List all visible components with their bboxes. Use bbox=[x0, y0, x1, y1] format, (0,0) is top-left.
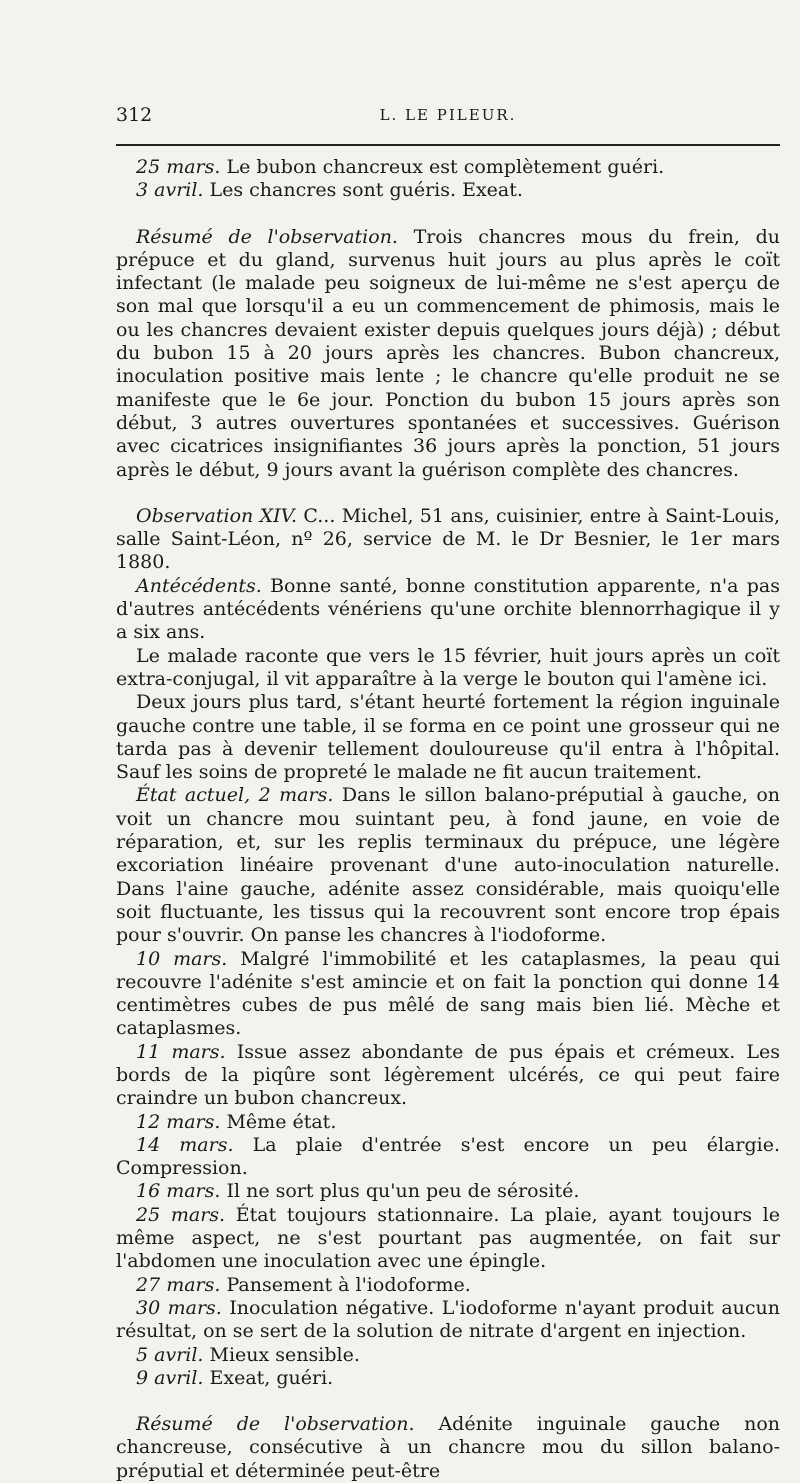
paragraph bbox=[116, 1413, 780, 1483]
paragraph bbox=[116, 645, 780, 692]
paragraph bbox=[116, 948, 780, 1041]
paragraph-text: Pansement à l'iodoforme. bbox=[220, 1273, 471, 1296]
paragraph-text: Il ne sort plus qu'un peu de sérosité. bbox=[220, 1180, 580, 1203]
paragraph-text: État toujours stationnaire. La plaie, ayant toujours le même aspect, ne s'est pourtant pas augmentée, on fait sur l'abdomen une inoculation avec une épingle. bbox=[116, 1203, 780, 1273]
paragraph-text: Inoculation négative. L'iodoforme n'ayant produit aucun résultat, on se sert de la solution de nitrate d'argent en injection. bbox=[116, 1296, 780, 1343]
paragraph-label: 16 mars. bbox=[136, 1180, 221, 1203]
paragraph bbox=[116, 226, 780, 482]
paragraph bbox=[116, 505, 780, 575]
header-rule bbox=[116, 144, 780, 146]
paragraph-label: État actuel, 2 mars. bbox=[136, 784, 334, 807]
paragraph-text: Trois chancres mous du frein, du prépuce et du gland, survenus huit jours au plus après le coït infectant (le malade peu soigneux de lui-même ne s'est aperçu de son mal que lorsqu'il a eu un commencement de phimosis, mais le ou les chancres devaient exister depuis quelques jours déjà) ; début du bubon 15 à 20 jours après les chancres. Bubon chancreux, inoculation positive mais lente ; le chancre qu'elle produit ne se manifeste que le 6e jour. Ponction du bubon 15 jours après son début, 3 autres ouvertures spontanées et successives. Guérison avec cicatrices insignifiantes 36 jours après la ponction, 51 jours après le début, 9 jours avant la guérison complète des chancres. bbox=[116, 225, 780, 481]
paragraph-text: Le malade raconte que vers le 15 février, huit jours après un coït extra-conjugal, il vit apparaître à la verge le bouton qui l'amène ici. bbox=[116, 644, 780, 690]
paragraph bbox=[116, 1367, 780, 1390]
body-text bbox=[116, 156, 780, 1483]
paragraph bbox=[116, 1274, 780, 1297]
paragraph-label: 3 avril. bbox=[136, 179, 204, 202]
paragraph-text: Issue assez abondante de pus épais et crémeux. Les bords de la piqûre sont légèrement ulcérés, ce qui peut faire craindre un bubon chancreux. bbox=[116, 1040, 781, 1110]
paragraph bbox=[116, 691, 780, 784]
paragraph-text: Mieux sensible. bbox=[203, 1343, 360, 1366]
paragraph bbox=[116, 1134, 780, 1181]
paragraph-label: Résumé de l'observation. bbox=[136, 1413, 415, 1436]
page-header bbox=[116, 104, 780, 132]
paragraph-text: Deux jours plus tard, s'étant heurté fortement la région inguinale gauche contre une table, il se forma en ce point une grosseur qui ne tarda pas à devenir tellement douloureuse qu'il entra à l'hôpital. Sauf les soins de propreté le malade ne fit aucun traitement. bbox=[116, 691, 780, 784]
paragraph-text: Bonne santé, bonne constitution apparente, n'a pas d'autres antécédents vénériens qu'une orchite blennorrhagique il y a six ans. bbox=[116, 574, 780, 644]
paragraph-label: Résumé de l'observation. bbox=[136, 225, 398, 248]
paragraph-label: 11 mars. bbox=[136, 1040, 226, 1063]
paragraph-label: 5 avril. bbox=[136, 1343, 204, 1366]
paragraph bbox=[116, 784, 780, 947]
paragraph bbox=[116, 1111, 780, 1134]
paragraph-text: Malgré l'immobilité et les cataplasmes, la peau qui recouvre l'adénite s'est amincie et on fait la ponction qui donne 14 centimètres cubes de pus mêlé de sang mais bien lié. Mèche et cataplasmes. bbox=[116, 947, 781, 1040]
paragraph-text: Adénite inguinale gauche non chancreuse, consécutive à un chancre mou du sillon balano-préputial et déterminée peut-être bbox=[116, 1413, 780, 1482]
paragraph-label: 30 mars. bbox=[136, 1296, 222, 1319]
paragraph-label: 12 mars. bbox=[136, 1110, 221, 1133]
paragraph-text: La plaie d'entrée s'est encore un peu élargie. Compression. bbox=[116, 1133, 781, 1180]
paragraph-label: 10 mars. bbox=[136, 947, 228, 970]
paragraph-label: Observation XIV. bbox=[136, 504, 298, 527]
paragraph-text: Dans le sillon balano-préputial à gauche, on voit un chancre mou suintant peu, à fond jaune, en voie de réparation, et, sur les replis terminaux du prépuce, une légère excoriation linéaire provenant d'une auto-inoculation naturelle. Dans l'aine gauche, adénite assez considérable, mais quoiqu'elle soit fluctuante, les tissus qui la recouvrent sont encore trop épais pour s'ouvrir. On panse les chancres à l'iodoforme. bbox=[116, 784, 780, 947]
paragraph bbox=[116, 1297, 780, 1344]
paragraph bbox=[116, 1041, 780, 1111]
paragraph bbox=[116, 179, 780, 202]
paragraph-label: 25 mars. bbox=[136, 1203, 226, 1226]
paragraph bbox=[116, 156, 780, 179]
paragraph bbox=[116, 1204, 780, 1274]
paragraph-label: 25 mars. bbox=[136, 156, 221, 178]
paragraph bbox=[116, 575, 780, 645]
paragraph bbox=[116, 1344, 780, 1367]
paragraph-label: 27 mars. bbox=[136, 1273, 221, 1296]
paragraph-label: 9 avril. bbox=[136, 1366, 204, 1389]
page-number: 312 bbox=[116, 104, 153, 126]
paragraph-text: Exeat, guéri. bbox=[203, 1366, 334, 1389]
paragraph-text: Le bubon chancreux est complètement guéri. bbox=[220, 156, 665, 178]
paragraph-text: Les chancres sont guéris. Exeat. bbox=[203, 179, 523, 202]
paragraph-label: 14 mars. bbox=[136, 1133, 234, 1156]
paragraph bbox=[116, 1180, 780, 1203]
paragraph-text: C... Michel, 51 ans, cuisinier, entre à Saint-Louis, salle Saint-Léon, nº 26, service de M. le Dr Besnier, le 1er mars 1880. bbox=[116, 504, 780, 574]
paragraph-text: Même état. bbox=[220, 1110, 337, 1133]
paragraph-label: Antécédents. bbox=[136, 574, 262, 597]
running-title: L. LE PILEUR. bbox=[379, 106, 517, 124]
